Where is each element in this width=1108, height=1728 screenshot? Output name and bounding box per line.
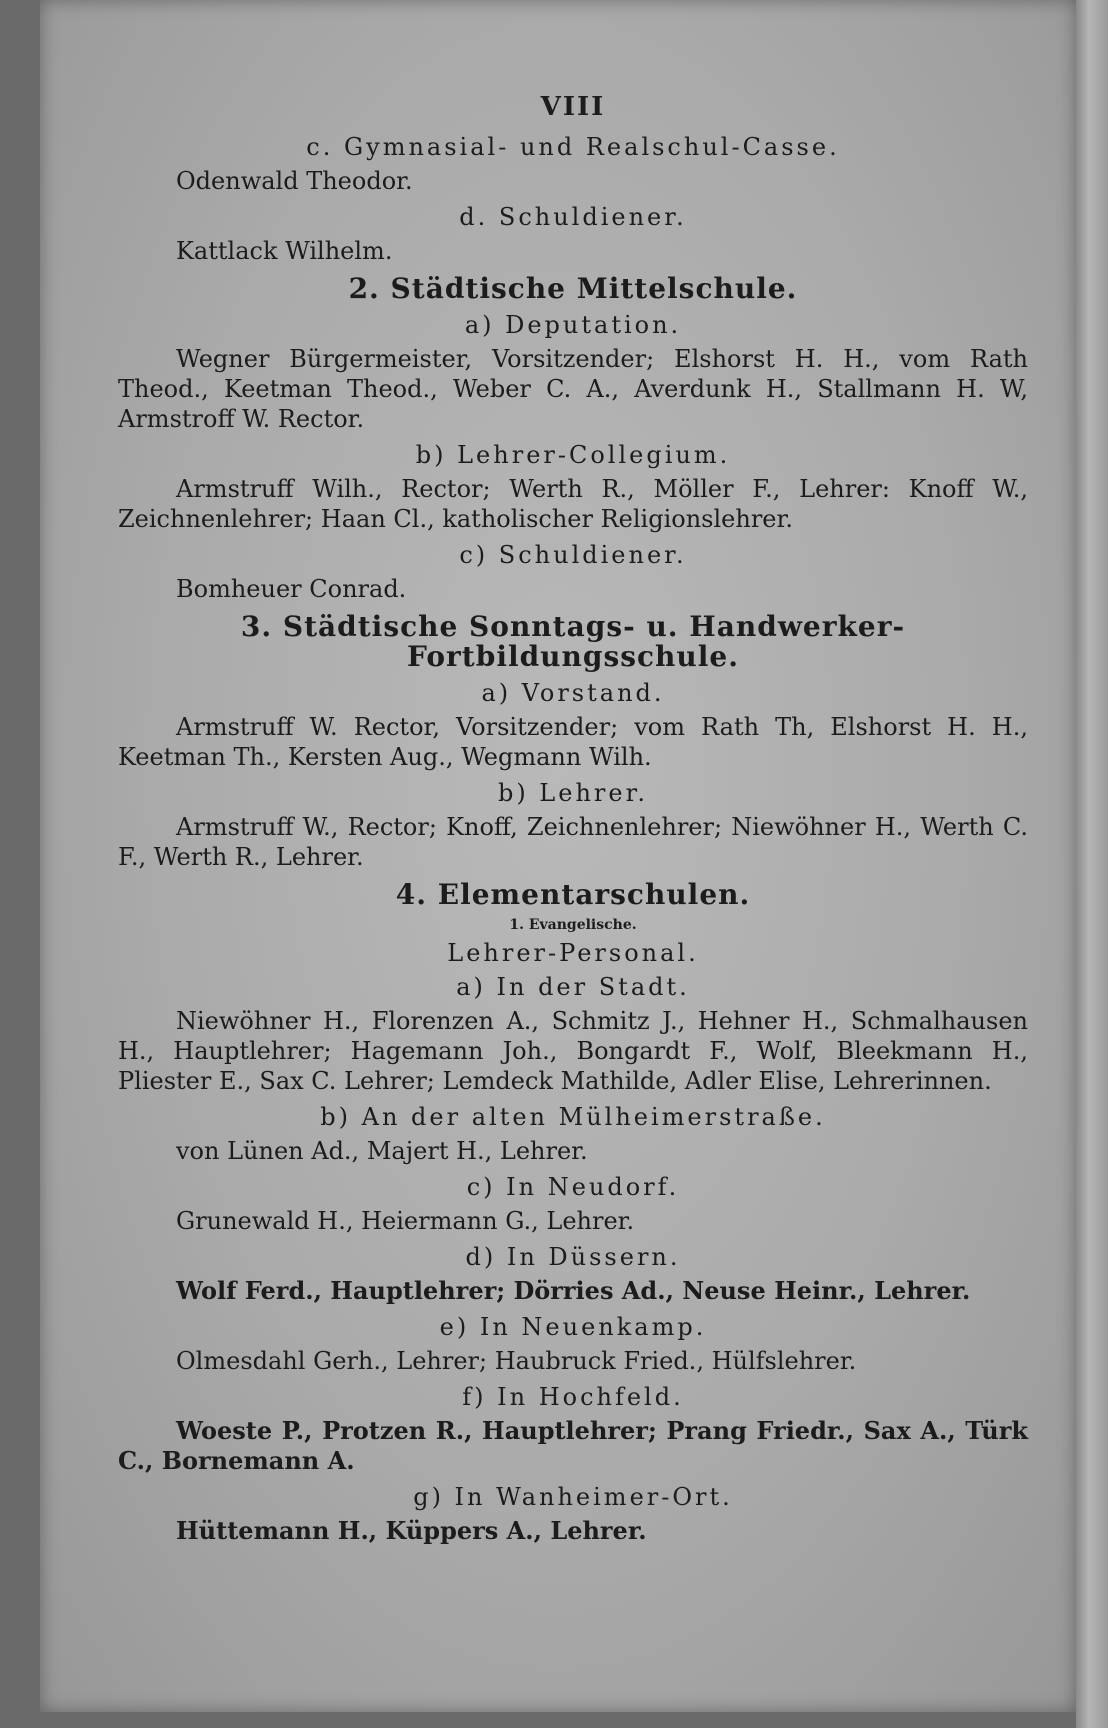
section-subheading: Lehrer-Personal. [447, 939, 699, 967]
section-subheading: d. Schuldiener. [459, 203, 687, 231]
page-content [118, 92, 1028, 1552]
section-heading: 4. Elementarschulen. [395, 878, 751, 911]
section-subheading: b) An der alten Mülheimerstraße. [320, 1103, 826, 1131]
section-subheading: c. Gymnasial- und Realschul-Casse. [306, 133, 840, 161]
page-number: VIII [540, 92, 606, 122]
section-subheading: a) Vorstand. [481, 679, 665, 707]
section-subheading: a) In der Stadt. [456, 973, 690, 1001]
section-minor-heading: 1. Evangelische. [509, 917, 637, 933]
name-paragraph: Wegner Bürgermeister, Vorsitzender; Elshorst H. H., vom Rath Theod., Keetman Theod., Weber C. A., Averdunk H., Stallmann H. W, Armstroff W. Rector. [118, 345, 1028, 433]
section-subheading: c) Schuldiener. [459, 541, 687, 569]
section-subheading: e) In Neuenkamp. [439, 1313, 707, 1341]
section-subheading: f) In Hochfeld. [462, 1383, 684, 1411]
name-paragraph: Niewöhner H., Florenzen A., Schmitz J., Hehner H., Schmalhausen H., Hauptlehrer; Hagemann Joh., Bongardt F., Wolf, Bleekmann H., Pliester E., Sax C. Lehrer; Lemdeck Mathilde, Adler Elise, Lehrerinnen. [118, 1007, 1028, 1095]
name-paragraph: von Lünen Ad., Majert H., Lehrer. [176, 1137, 588, 1165]
name-paragraph: Bomheuer Conrad. [176, 575, 407, 603]
section-list [118, 132, 1028, 1546]
name-paragraph: Hüttemann H., Küppers A., Lehrer. [176, 1516, 647, 1545]
name-paragraph: Kattlack Wilhelm. [176, 237, 393, 265]
name-paragraph: Wolf Ferd., Hauptlehrer; Dörries Ad., Neuse Heinr., Lehrer. [176, 1276, 971, 1305]
name-paragraph: Woeste P., Protzen R., Hauptlehrer; Prang Friedr., Sax A., Türk C., Bornemann A. [118, 1416, 1028, 1475]
section-subheading: g) In Wanheimer-Ort. [413, 1483, 733, 1511]
section-subheading: c) In Neudorf. [466, 1173, 680, 1201]
section-subheading: d) In Düssern. [465, 1243, 681, 1271]
section-subheading: a) Deputation. [464, 311, 682, 339]
section-heading: 2. Städtische Mittelschule. [348, 272, 798, 305]
section-heading: 3. Städtische Sonntags- u. Handwerker-Fortbildungsschule. [240, 610, 906, 673]
name-paragraph: Armstruff W. Rector, Vorsitzender; vom Rath Th, Elshorst H. H., Keetman Th., Kersten Aug., Wegmann Wilh. [118, 713, 1028, 771]
section-subheading: b) Lehrer. [497, 779, 649, 807]
scan-edge [1076, 0, 1108, 1728]
name-paragraph: Grunewald H., Heiermann G., Lehrer. [176, 1207, 635, 1235]
name-paragraph: Armstruff W., Rector; Knoff, Zeichnenlehrer; Niewöhner H., Werth C. F., Werth R., Lehrer. [118, 813, 1028, 871]
name-paragraph: Olmesdahl Gerh., Lehrer; Haubruck Fried., Hülfslehrer. [176, 1347, 857, 1375]
name-paragraph: Odenwald Theodor. [176, 167, 413, 195]
name-paragraph: Armstruff Wilh., Rector; Werth R., Möller F., Lehrer: Knoff W., Zeichnenlehrer; Haan Cl., katholischer Religionslehrer. [118, 475, 1028, 533]
section-subheading: b) Lehrer-Collegium. [415, 441, 731, 469]
